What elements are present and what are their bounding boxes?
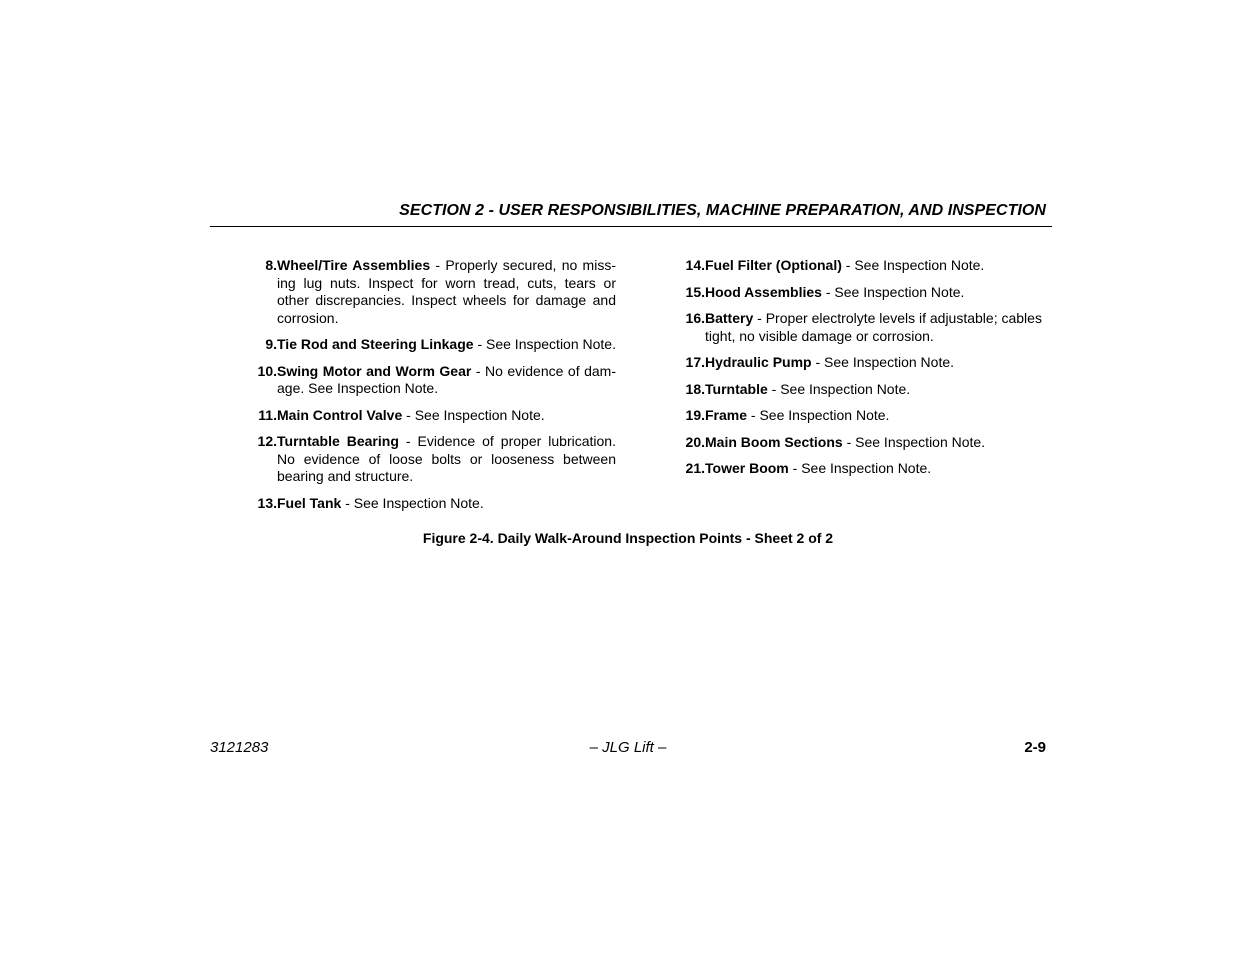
item-label: Hood Assemblies xyxy=(705,283,822,300)
list-item xyxy=(238,407,616,425)
list-item xyxy=(666,381,1046,399)
list-item xyxy=(666,407,1046,425)
item-text: - See Inspection Note. xyxy=(473,336,616,352)
item-body xyxy=(705,257,1046,275)
list-item xyxy=(666,354,1046,372)
footer-page-number: 2-9 xyxy=(1024,739,1046,756)
item-number: 14. xyxy=(685,257,705,273)
item-body xyxy=(705,354,1046,372)
item-body xyxy=(705,407,1046,425)
list-item xyxy=(666,257,1046,275)
item-label: Hydraulic Pump xyxy=(705,354,812,370)
footer-doc-number: 3121283 xyxy=(210,739,269,756)
list-item xyxy=(238,363,616,398)
list-item xyxy=(238,433,616,486)
header-rule xyxy=(210,226,1052,227)
item-text: - Proper electrolyte levels if adjustable; cables tight, no visible damage or corrosion. xyxy=(705,310,1042,344)
item-number: 20. xyxy=(685,433,705,450)
item-text: - See Inspection Note. xyxy=(811,354,955,370)
item-text: - No evidence of dam-age. See Inspection Note. xyxy=(277,362,616,396)
item-label: Tower Boom xyxy=(705,460,789,476)
item-number: 16. xyxy=(685,310,705,326)
item-number: 9. xyxy=(265,336,277,352)
item-body xyxy=(705,460,1046,478)
item-text: - See Inspection Note. xyxy=(821,283,965,300)
inspection-list-right xyxy=(666,257,1046,487)
item-label: Turntable xyxy=(705,380,768,397)
item-label: Fuel Tank xyxy=(277,494,342,511)
item-number: 8. xyxy=(265,257,277,273)
item-text: - See Inspection Note. xyxy=(842,433,986,450)
item-label: Frame xyxy=(705,407,748,423)
item-number: 11. xyxy=(258,406,277,423)
item-number: 12. xyxy=(257,433,277,449)
item-number: 17. xyxy=(685,354,705,370)
item-body xyxy=(705,310,1046,345)
list-item xyxy=(238,336,616,354)
item-body xyxy=(277,407,616,425)
item-text: - See Inspection Note. xyxy=(841,257,985,273)
item-number: 15. xyxy=(685,283,705,300)
list-item xyxy=(238,495,616,513)
item-label: Main Control Valve xyxy=(277,406,403,423)
item-label: Fuel Filter (Optional) xyxy=(705,257,842,273)
item-body xyxy=(705,284,1046,302)
item-number: 19. xyxy=(685,407,705,423)
item-text: - See Inspection Note. xyxy=(767,380,911,397)
list-item xyxy=(666,310,1046,345)
footer-publisher: – JLG Lift – xyxy=(589,739,667,756)
list-item xyxy=(238,257,616,327)
item-text: - See Inspection Note. xyxy=(341,494,484,511)
item-label: Wheel/Tire Assemblies xyxy=(277,257,431,273)
item-text: - Evidence of proper lubrication. No evidence of loose bolts or looseness between bearing and structure. xyxy=(277,433,616,484)
item-text: - See Inspection Note. xyxy=(747,407,890,423)
item-body xyxy=(705,434,1046,452)
item-body xyxy=(705,381,1046,399)
item-label: Battery xyxy=(705,310,754,326)
item-number: 21. xyxy=(685,460,705,476)
list-item xyxy=(666,284,1046,302)
item-label: Main Boom Sections xyxy=(705,433,843,450)
item-body xyxy=(277,495,616,513)
item-label: Swing Motor and Worm Gear xyxy=(277,362,472,379)
item-body xyxy=(277,433,616,486)
item-text: - See Inspection Note. xyxy=(402,406,545,423)
list-item xyxy=(666,434,1046,452)
item-label: Turntable Bearing xyxy=(277,433,399,449)
item-number: 18. xyxy=(685,380,705,397)
figure-caption: Figure 2-4. Daily Walk-Around Inspection Points - Sheet 2 of 2 xyxy=(422,530,834,546)
section-header-title: SECTION 2 - USER RESPONSIBILITIES, MACHINE PREPARATION, AND INSPECTION xyxy=(399,202,1046,219)
item-label: Tie Rod and Steering Linkage xyxy=(277,336,474,352)
inspection-list-left xyxy=(238,257,616,521)
item-text: - Properly secured, no miss-ing lug nuts. Inspect for worn tread, cuts, tears or other discrepancies. Inspect wheels for damage and corrosion. xyxy=(277,257,616,326)
item-number: 10. xyxy=(257,362,277,379)
item-number: 13. xyxy=(257,494,277,511)
item-body xyxy=(277,336,616,354)
item-body xyxy=(277,363,616,398)
list-item xyxy=(666,460,1046,478)
item-body xyxy=(277,257,616,327)
item-text: - See Inspection Note. xyxy=(788,460,932,476)
